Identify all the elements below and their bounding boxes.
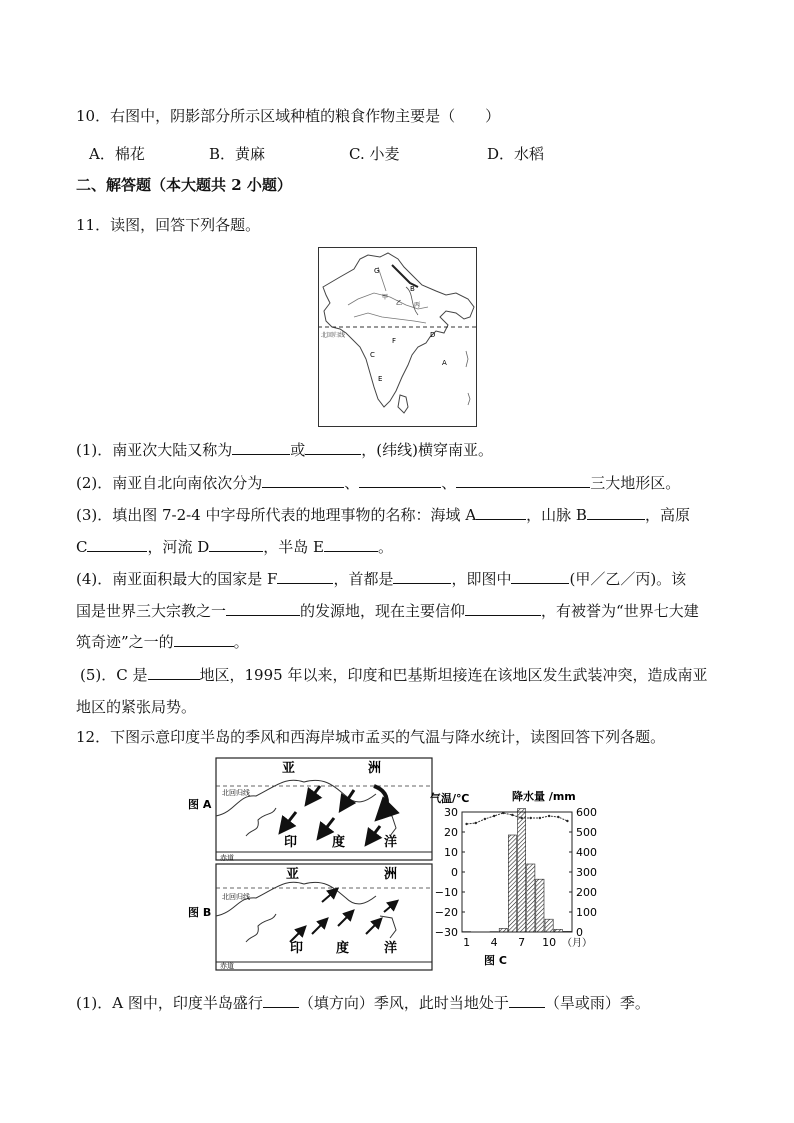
chart-left-axis-label: 气温/℃ (430, 792, 470, 805)
map-letter-jia: 甲 (382, 294, 389, 301)
precip-tick-label: 100 (576, 906, 597, 919)
south-asia-map (318, 247, 477, 427)
precip-tick-label: 500 (576, 826, 597, 839)
fig-b-ocean: 洋 (384, 941, 398, 956)
map-tropic-label: 北回归线 (321, 332, 346, 339)
month-tick-label: 1 (463, 936, 471, 949)
fig-a-asia: 亚 (282, 761, 296, 776)
q11-stem: 11．读图，回答下列各题。 (76, 216, 261, 234)
chart-right-axis-label: 降水量 /mm (512, 790, 576, 803)
precip-bar (554, 929, 562, 932)
precip-tick-label: 200 (576, 886, 597, 899)
map-letter-c: C (370, 351, 375, 359)
fig-a-tropic: 北回归线 (222, 789, 250, 797)
map-letter-f: F (392, 337, 397, 345)
temp-tick-label: −30 (434, 926, 458, 939)
figure-b (188, 864, 432, 970)
fig-a-label: 图 A (188, 798, 212, 811)
map-letter-d: D (430, 331, 436, 339)
q11-part2: (2)．南亚自北向南依次分为 、 、 三大地形区。 (76, 474, 681, 492)
fig-b-asia: 亚 (286, 867, 300, 882)
temp-tick-label: 10 (444, 846, 458, 859)
q11-part4-line1: (4)．南亚面积最大的国家是 F ，首都是 ，即图中 (甲／乙／丙)。该 (76, 570, 687, 588)
precip-bar (536, 879, 544, 932)
q11-part1: (1)．南亚次大陆又称为 或 ，(纬线)横穿南亚。 (76, 441, 493, 459)
q10-option-b: B．黄麻 (209, 145, 266, 163)
precip-bar (563, 931, 571, 932)
precip-bar (527, 864, 535, 932)
precip-tick-label: 600 (576, 806, 597, 819)
temp-tick-label: 30 (444, 806, 458, 819)
map-letter-yi: 乙 (396, 300, 403, 307)
fig-b-du: 度 (336, 941, 350, 956)
q10-stem: 10．右图中，阴影部分所示区域种植的粮食作物主要是（ ） (76, 107, 501, 125)
fig-b-equator: 赤道 (220, 962, 234, 970)
fig-b-label: 图 B (188, 906, 212, 919)
fig-a-india: 印 (284, 835, 298, 850)
precip-bar (499, 928, 507, 932)
month-tick-label: 4 (490, 936, 498, 949)
q10-option-d: D．水稻 (487, 145, 545, 163)
fig-a-ocean: 洋 (384, 835, 398, 850)
q11-part3-line2: C ，河流 D ，半岛 E 。 (76, 538, 394, 556)
monsoon-maps (186, 756, 434, 972)
fig-b-zhou: 洲 (384, 867, 398, 882)
climate-chart (428, 786, 606, 972)
map-letter-e: E (378, 375, 383, 383)
map-letter-bing: 丙 (414, 302, 421, 309)
fig-a-du: 度 (332, 835, 346, 850)
map-letter-g: G (374, 267, 380, 275)
precip-bar (545, 919, 553, 932)
temp-tick-label: −20 (434, 906, 458, 919)
q12-stem: 12．下图示意印度半岛的季风和西海岸城市孟买的气温与降水统计，读图回答下列各题。 (76, 728, 666, 746)
precip-tick-label: 0 (576, 926, 583, 939)
figure-a (188, 758, 432, 862)
q11-part4-line3: 筑奇迹”之一的 。 (76, 633, 249, 651)
temp-tick-label: −10 (434, 886, 458, 899)
precip-tick-label: 300 (576, 866, 597, 879)
month-tick-label: 7 (518, 936, 526, 949)
q11-part4-line2: 国是世界三大宗教之一 的发源地，现在主要信仰 ，有被誉为“世界七大建 (76, 602, 699, 620)
temp-tick-label: 0 (451, 866, 458, 879)
map-letter-a: A (442, 359, 447, 367)
fig-a-equator: 赤道 (220, 854, 234, 862)
temp-tick-label: 20 (444, 826, 458, 839)
map-letter-b: B (410, 285, 415, 293)
q10-option-c: C. 小麦 (349, 145, 400, 163)
chart-xlabel: （月） (562, 938, 592, 949)
q12-part1: (1)．A 图中，印度半岛盛行 （填方向）季风，此时当地处于 （旱或雨）季。 (76, 994, 650, 1012)
month-tick-label: 10 (542, 936, 557, 949)
fig-b-india: 印 (290, 941, 304, 956)
section-title: 二、解答题（本大题共 2 小题） (76, 176, 292, 194)
q11-part3-line1: (3)．填出图 7-2-4 中字母所代表的地理事物的名称：海域 A ，山脉 B ，高原 (76, 506, 690, 524)
q11-part5-line2: 地区的紧张局势。 (76, 698, 197, 716)
q11-part5-line1: (5)．C 是 地区，1995 年以来，印度和巴基斯坦接连在该地区发生武装冲突，造成南亚 (80, 666, 708, 684)
fig-b-tropic: 北回归线 (222, 893, 250, 901)
precip-bar (508, 835, 516, 932)
chart-title: 图 C (484, 954, 507, 967)
fig-a-zhou: 洲 (368, 761, 382, 776)
precip-bar (518, 809, 526, 932)
q10-option-a: A．棉花 (89, 145, 145, 163)
precip-tick-label: 400 (576, 846, 597, 859)
